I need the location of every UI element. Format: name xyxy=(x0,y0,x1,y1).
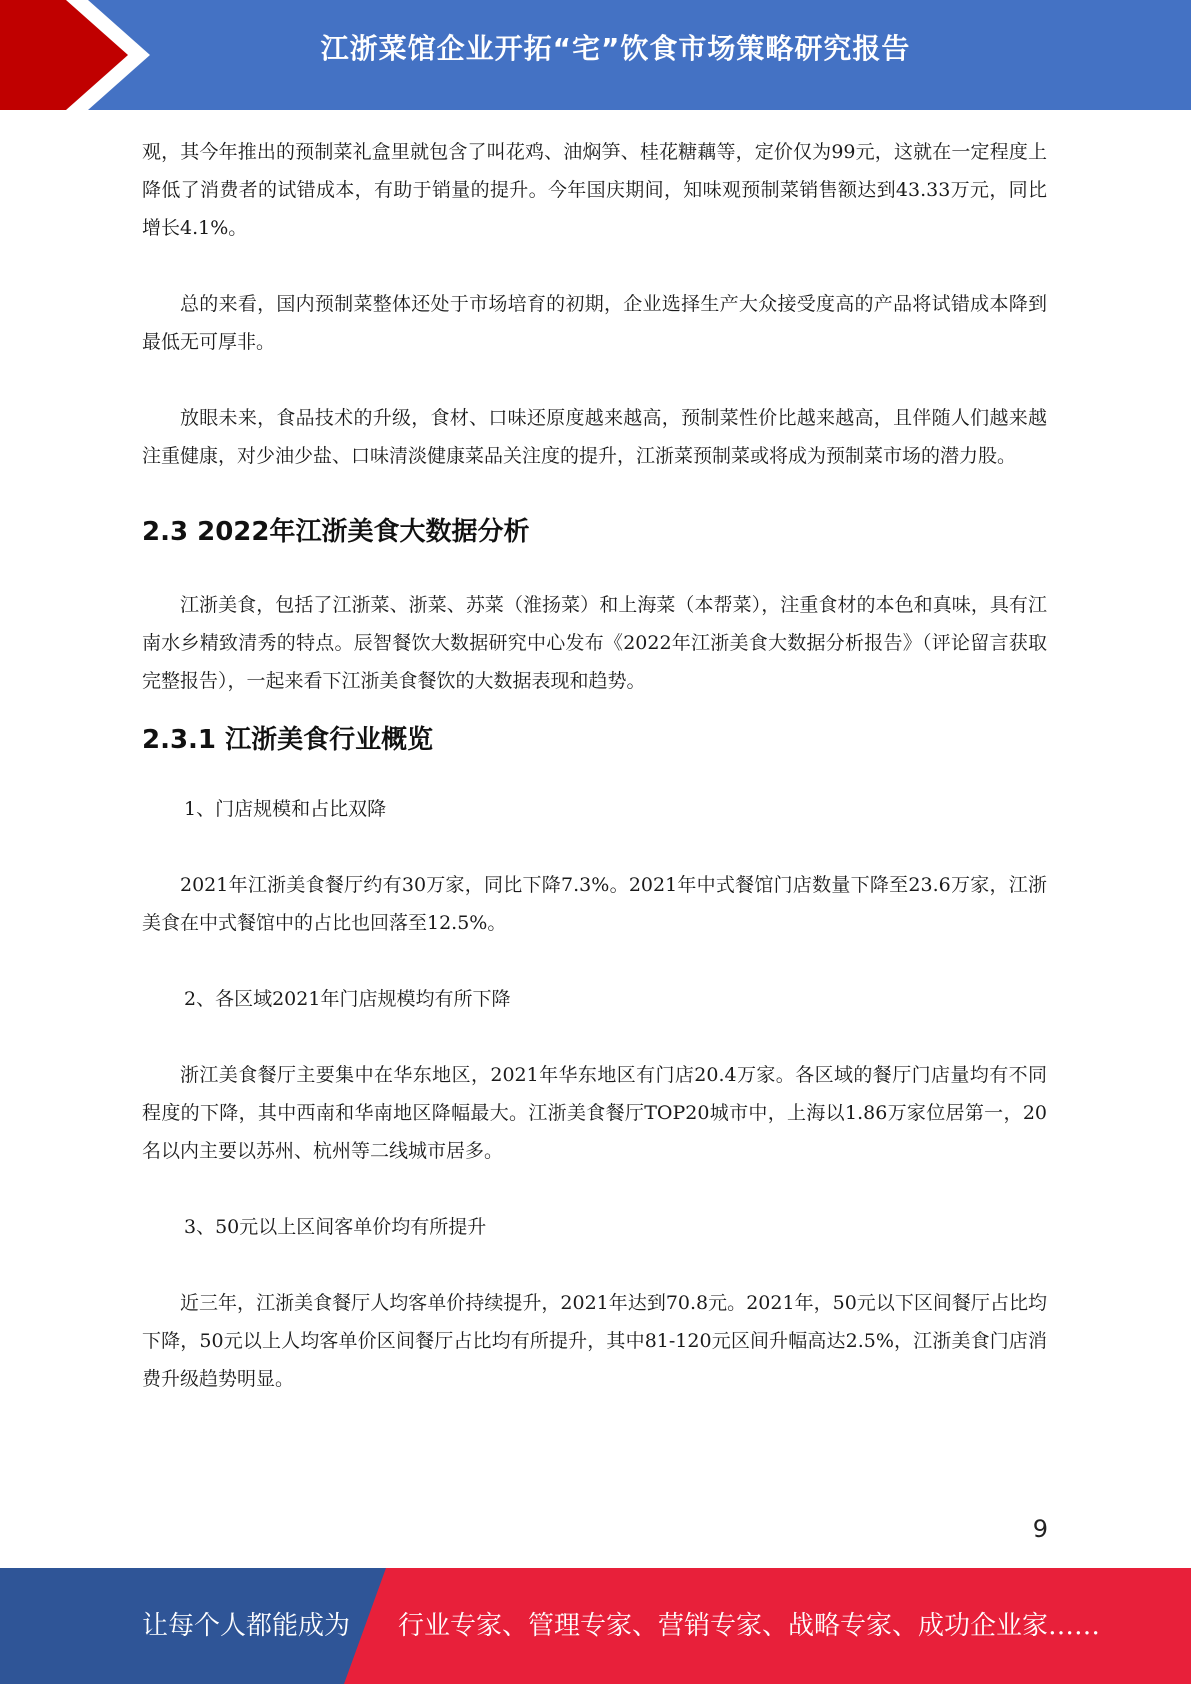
footer-slogan-right: 行业专家、管理专家、营销专家、战略专家、成功企业家…… xyxy=(398,1611,1101,1641)
list-item-store-scale: 1、门店规模和占比双降 xyxy=(184,798,387,820)
paragraph-jiangzhe-intro: 江浙美食，包括了江浙菜、浙菜、苏菜（淮扬菜）和上海菜（本帮菜），注重食材的本色和真味，具有江南水乡精致清秀的特点。辰智餐饮大数据研究中心发布《2022年江浙美食大数据分析报告》（评论留言获取完整报告），一起来看下江浙美食餐饮的大数据表现和趋势。 xyxy=(142,594,1047,692)
section-heading-2-3: 2.3 2022年江浙美食大数据分析 xyxy=(142,517,530,547)
page-number: 9 xyxy=(1032,1515,1048,1543)
paragraph-regions: 浙江美食餐厅主要集中在华东地区，2021年华东地区有门店20.4万家。各区域的餐厅门店量均有不同程度的下降，其中西南和华南地区降幅最大。江浙美食餐厅TOP20城市中，上海以1.86万家位居第一，20名以内主要以苏州、杭州等二线城市居多。 xyxy=(142,1064,1047,1162)
list-item-price: 3、50元以上区间客单价均有所提升 xyxy=(184,1216,487,1238)
paragraph-summary: 总的来看，国内预制菜整体还处于市场培育的初期，企业选择生产大众接受度高的产品将试错成本降到最低无可厚非。 xyxy=(142,293,1047,353)
section-heading-2-3-1: 2.3.1 江浙美食行业概览 xyxy=(142,725,434,755)
header-banner xyxy=(0,0,1191,110)
report-title: 江浙菜馆企业开拓“宅”饮食市场策略研究报告 xyxy=(320,32,911,65)
footer-banner xyxy=(0,1568,1191,1684)
document-body xyxy=(142,133,1047,1398)
footer-slogan-left: 让每个人都能成为 xyxy=(142,1611,351,1641)
paragraph-outlook: 放眼未来，食品技术的升级，食材、口味还原度越来越高，预制菜性价比越来越高，且伴随人们越来越注重健康，对少油少盐、口味清淡健康菜品关注度的提升，江浙菜预制菜或将成为预制菜市场的潜力股。 xyxy=(142,407,1047,467)
list-item-regions: 2、各区域2021年门店规模均有所下降 xyxy=(184,988,511,1010)
paragraph-store-scale: 2021年江浙美食餐厅约有30万家，同比下降7.3%。2021年中式餐馆门店数量下降至23.6万家，江浙美食在中式餐馆中的占比也回落至12.5%。 xyxy=(142,874,1047,934)
paragraph-continued: 观，其今年推出的预制菜礼盒里就包含了叫花鸡、油焖笋、桂花糖藕等，定价仅为99元，这就在一定程度上降低了消费者的试错成本，有助于销量的提升。今年国庆期间，知味观预制菜销售额达到43.33万元，同比增长4.1%。 xyxy=(142,141,1047,239)
paragraph-price: 近三年，江浙美食餐厅人均客单价持续提升，2021年达到70.8元。2021年，50元以下区间餐厅占比均下降，50元以上人均客单价区间餐厅占比均有所提升，其中81-120元区间升幅高达2.5%，江浙美食门店消费升级趋势明显。 xyxy=(142,1292,1047,1390)
